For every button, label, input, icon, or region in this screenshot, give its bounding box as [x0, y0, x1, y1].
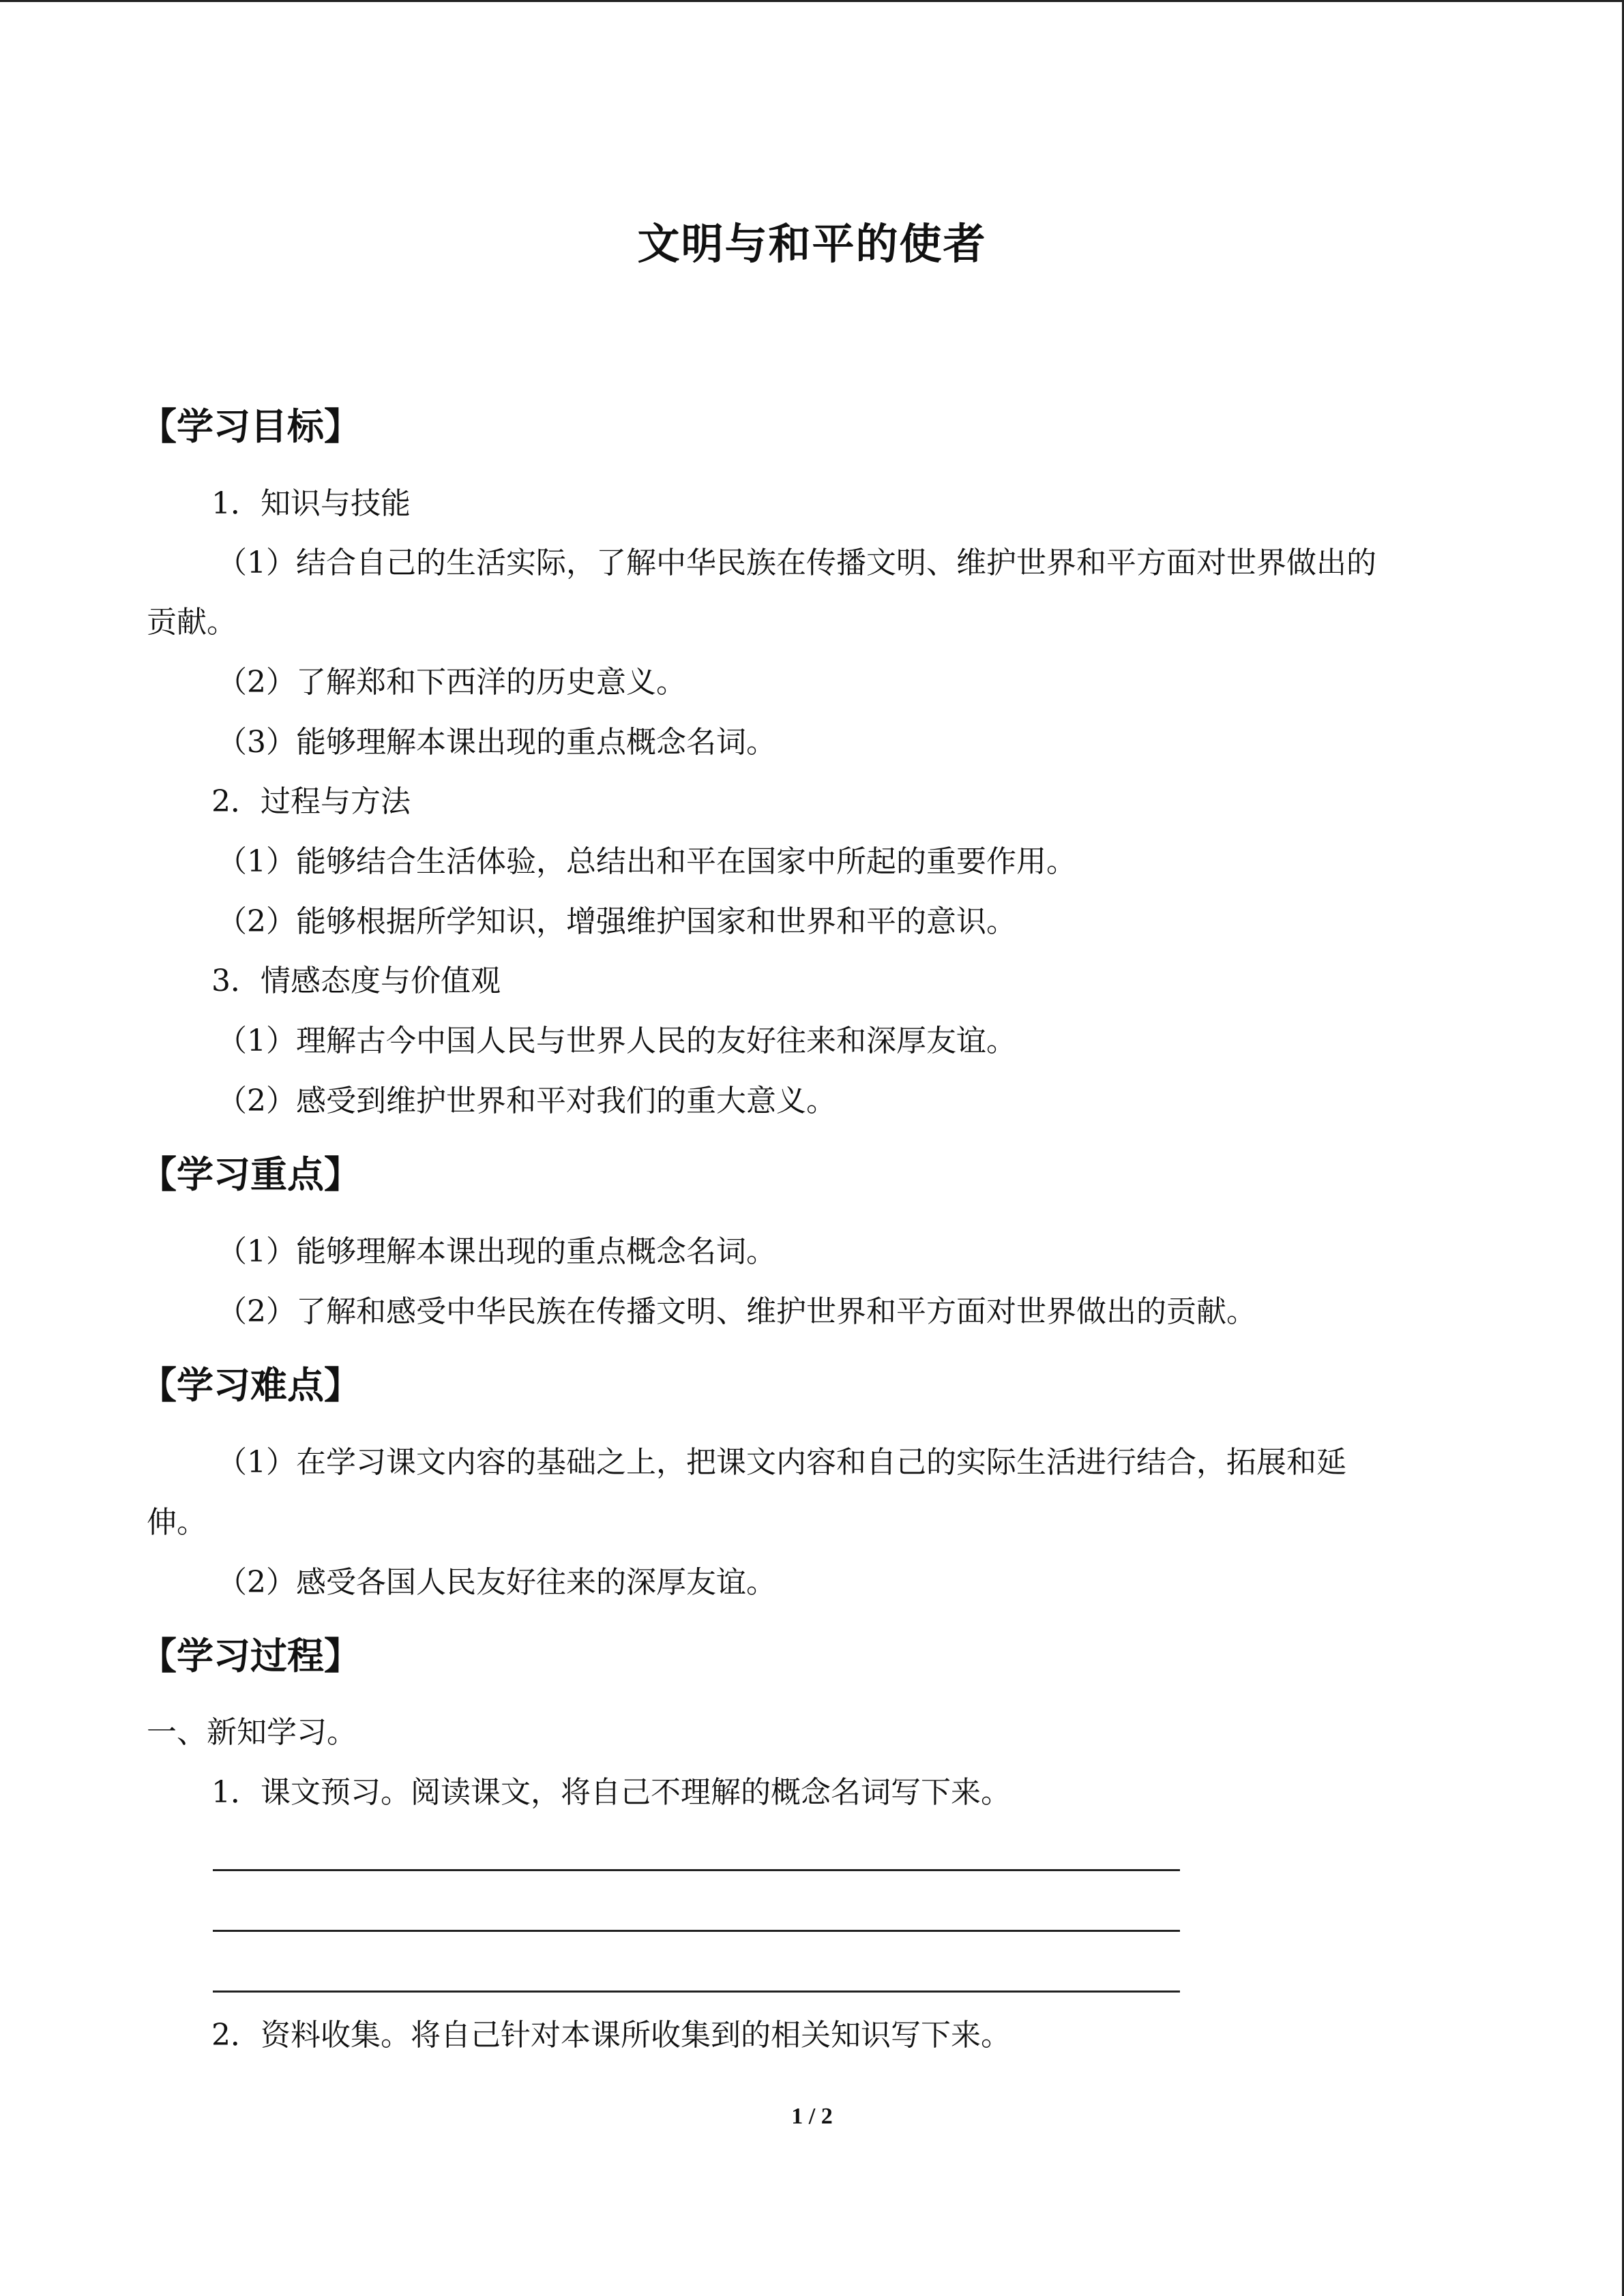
process-task1: 1．课文预习。阅读课文，将自己不理解的概念名词写下来。 — [211, 1775, 1011, 1810]
objective-item: （2）感受到维护世界和平对我们的重大意义。 — [217, 1084, 836, 1118]
objective-item: 贡献。 — [147, 605, 237, 640]
objective-sub1: 1．知识与技能 — [211, 486, 411, 521]
heading-key-points: 【学习重点】 — [140, 1153, 361, 1196]
heading-difficulties: 【学习难点】 — [140, 1364, 361, 1407]
objective-item: （2）能够根据所学知识，增强维护国家和世界和平的意识。 — [217, 904, 1016, 939]
objective-item: （1）理解古今中国人民与世界人民的友好往来和深厚友谊。 — [217, 1024, 1016, 1058]
heading-process: 【学习过程】 — [140, 1635, 361, 1678]
answer-blank-line[interactable] — [213, 1991, 1180, 1993]
difficulty-item: 伸。 — [147, 1505, 207, 1540]
difficulty-item: （2）感受各国人民友好往来的深厚友谊。 — [217, 1565, 776, 1600]
objective-sub2: 2．过程与方法 — [211, 784, 411, 819]
process-part1: 一、新知学习。 — [147, 1715, 357, 1750]
process-task2: 2．资料收集。将自己针对本课所收集到的相关知识写下来。 — [211, 2018, 1011, 2053]
objective-item: （2）了解郑和下西洋的历史意义。 — [217, 665, 686, 700]
objective-item: （1）能够结合生活体验，总结出和平在国家中所起的重要作用。 — [217, 844, 1076, 879]
objective-item: （3）能够理解本课出现的重点概念名词。 — [217, 725, 776, 760]
heading-objectives: 【学习目标】 — [140, 405, 361, 448]
answer-blank-line[interactable] — [213, 1869, 1180, 1871]
key-point-item: （2）了解和感受中华民族在传播文明、维护世界和平方面对世界做出的贡献。 — [217, 1294, 1256, 1329]
key-point-item: （1）能够理解本课出现的重点概念名词。 — [217, 1234, 776, 1269]
answer-blank-line[interactable] — [213, 1930, 1180, 1932]
difficulty-item: （1）在学习课文内容的基础之上，把课文内容和自己的实际生活进行结合，拓展和延 — [217, 1445, 1346, 1480]
objective-sub3: 3．情感态度与价值观 — [211, 964, 501, 998]
objective-item: （1）结合自己的生活实际，了解中华民族在传播文明、维护世界和平方面对世界做出的 — [217, 546, 1376, 580]
page-number: 1 / 2 — [791, 2104, 833, 2129]
page-title: 文明与和平的使者 — [637, 219, 987, 269]
